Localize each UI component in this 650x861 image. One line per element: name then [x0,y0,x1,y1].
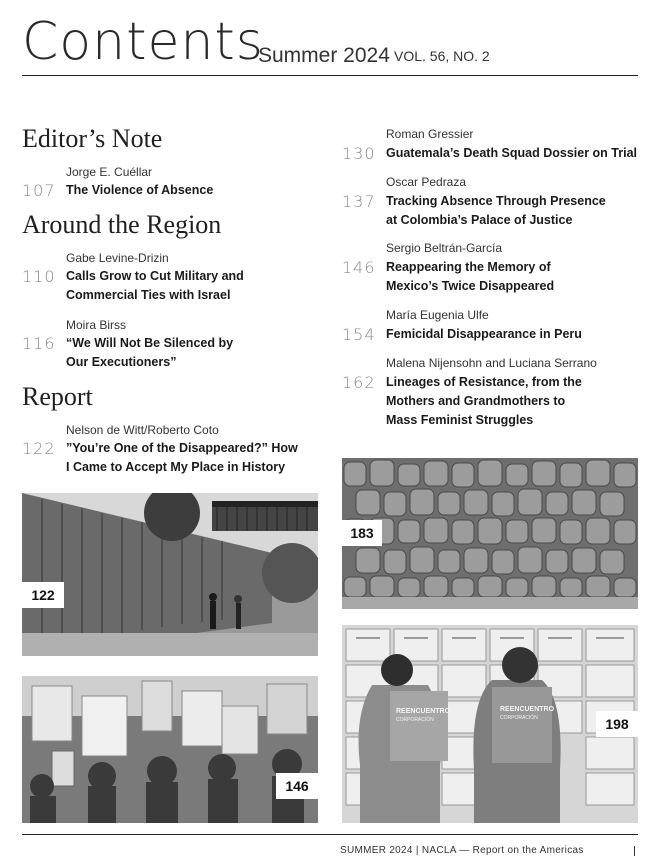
article-page-number: 107 [22,181,56,200]
article-page-number: 130 [342,144,376,163]
article-title-line: Reappearing the Memory of [386,260,551,274]
vest-text: REENCUENTRO [500,706,555,713]
photo-memorial-wall [342,625,638,823]
article-title-line: Mexico’s Twice Disappeared [386,279,555,293]
article-title-line: Mass Feminist Struggles [386,413,534,427]
article-author: Malena Nijensohn and Luciana Serrano [386,356,597,370]
article-page-number: 154 [342,325,376,344]
article-page-number: 137 [342,192,376,211]
article-page-number: 146 [342,258,376,277]
article-author: Oscar Pedraza [386,175,467,189]
article-title-line: Calls Grow to Cut Military and [66,269,244,283]
vest-subtext: CORPORACIÓN [396,717,434,723]
article-title-line: I Came to Accept My Place in History [66,460,286,474]
article-title-line: at Colombia’s Palace of Justice [386,213,573,227]
footer-text: SUMMER 2024 | NACLA — Report on the Americas [340,845,584,856]
article-author: Nelson de Witt/Roberto Coto [66,423,219,437]
vest-subtext: CORPORACIÓN [500,715,538,721]
article-title[interactable] [66,181,213,200]
section-heading-report: Report [22,382,93,411]
article-author: Sergio Beltrán-García [386,241,503,255]
article-title[interactable] [386,258,554,296]
article-author: Gabe Levine-Drizin [66,251,169,265]
article-title-line: Mothers and Grandmothers to [386,394,566,408]
article-title-line: The Violence of Absence [66,183,214,197]
article-page-number: 116 [22,334,56,353]
article-author: Moira Birss [66,318,127,332]
photo-wall-of-names [22,493,318,656]
article-title[interactable] [386,325,582,344]
section-heading-around-region: Around the Region [22,210,222,239]
article-title[interactable] [66,334,233,372]
article-title-line: Femicidal Disappearance in Peru [386,327,582,341]
footer-bar [634,846,635,856]
vest-text: REENCUENTRO [396,708,451,715]
article-author: Roman Gressier [386,127,474,141]
article-title-line: “We Will Not Be Silenced by [66,336,234,350]
article-title[interactable] [66,439,298,477]
photo-page-badge: 122 [22,582,64,608]
photo-page-badge: 146 [276,773,318,799]
issue-volume: VOL. 56, NO. 2 [394,48,490,64]
article-title-line: Tracking Absence Through Presence [386,194,606,208]
header-rule [22,75,638,76]
article-title-line: Our Executioners” [66,355,177,369]
photo-page-badge: 183 [342,520,382,546]
section-heading-editors-note: Editor’s Note [22,124,163,153]
article-page-number: 110 [22,267,56,286]
footer-rule [22,834,638,835]
article-author: Jorge E. Cuéllar [66,165,153,179]
article-title-line: Lineages of Resistance, from the [386,375,582,389]
article-title[interactable] [386,192,606,230]
issue-season: Summer 2024 [258,44,390,67]
photo-backpacks [342,458,638,609]
article-page-number: 162 [342,373,376,392]
photo-protest-placards [22,676,318,823]
article-title[interactable] [66,267,244,305]
photo-page-badge: 198 [596,711,638,737]
article-title-line: Guatemala’s Death Squad Dossier on Trial [386,146,638,160]
page-title: Contents [22,12,264,72]
article-title[interactable] [386,373,582,430]
article-page-number: 122 [22,439,56,458]
article-title-line: ”You’re One of the Disappeared?” How [66,441,298,455]
article-title[interactable] [386,144,637,163]
article-title-line: Commercial Ties with Israel [66,288,231,302]
article-author: María Eugenia Ulfe [386,308,489,322]
